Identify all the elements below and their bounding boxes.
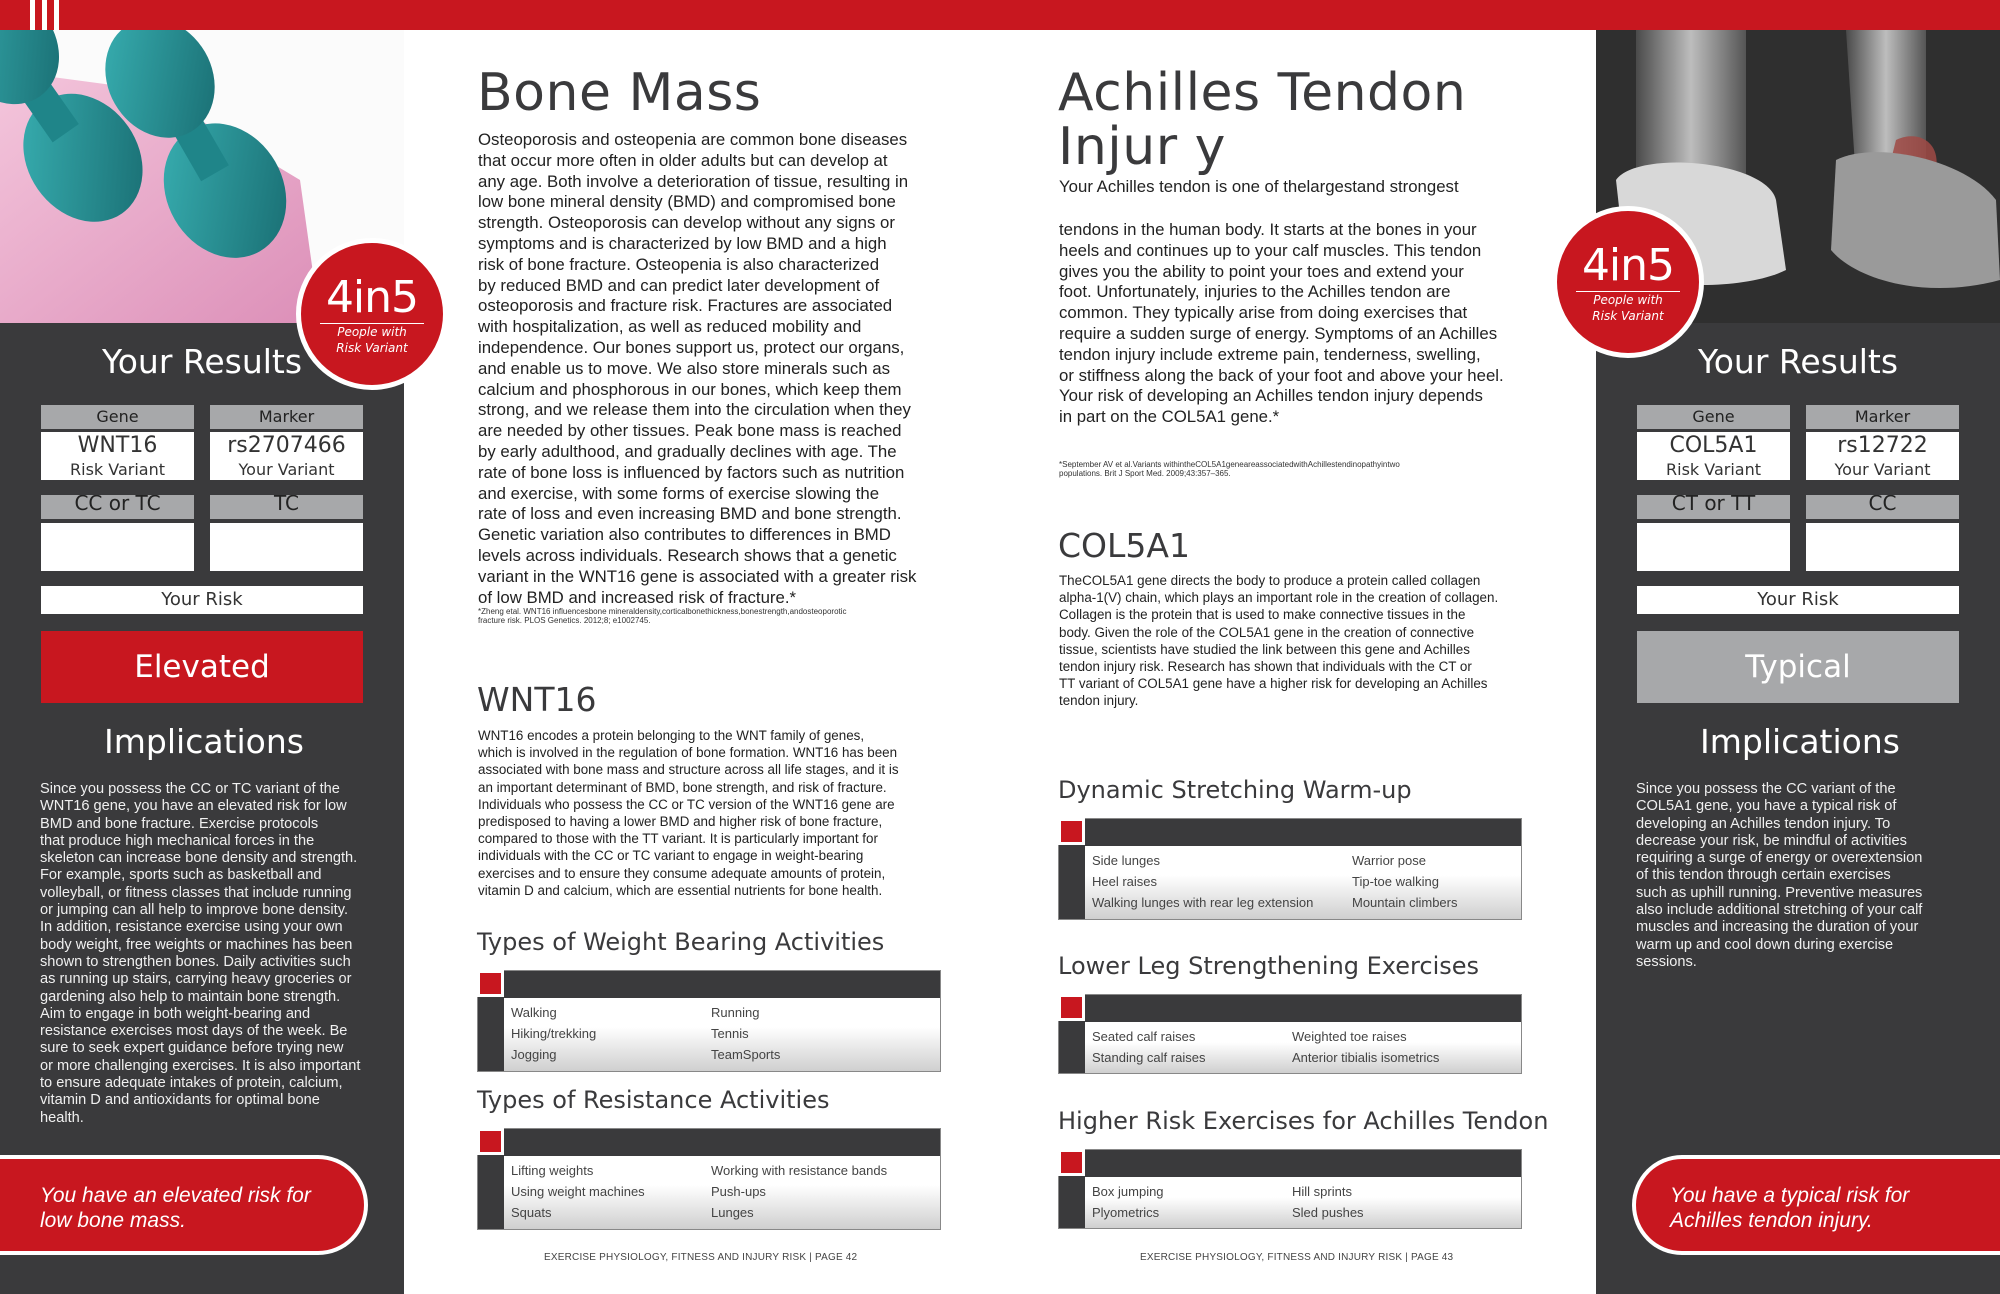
activity-item: Lifting weights — [511, 1163, 594, 1178]
activity-item: Box jumping — [1092, 1184, 1164, 1199]
right-risk-summary-pill — [1632, 1155, 2000, 1255]
text-line: as running up stairs, carrying heavy groceries or — [40, 971, 352, 988]
stat-caption-2: Risk Variant — [336, 341, 408, 355]
stat-caption-1: People with — [337, 325, 407, 339]
text-line: predisposed to having a lower BMD and higher risk of bone fracture, — [478, 814, 883, 830]
text-line: BMD and bone fracture. Exercise protocols — [40, 815, 319, 832]
page-footer-42: EXERCISE PHYSIOLOGY, FITNESS AND INJURY RISK | PAGE 42 — [544, 1252, 858, 1263]
text-line: Since you possess the CC or TC variant of the — [40, 781, 340, 797]
gene-header: Gene — [41, 405, 194, 429]
text-line: vitamin D and calcium, which are essential nutrients for bone health. — [478, 882, 883, 898]
citation-line: *September AV et al.Variants withintheCOL5A1geneareassociatedwithAchillestendinopathyintwo — [1059, 460, 1400, 469]
gene-value: COL5A1 — [1669, 433, 1758, 458]
text-line: COL5A1 gene, you have a typical risk of — [1636, 798, 1897, 815]
text-line: common. They typically arise from doing exercises that — [1059, 303, 1468, 323]
bone-mass-intro — [478, 130, 938, 608]
text-line: For example, sports such as basketball and — [40, 867, 322, 884]
bone-mass-citation — [478, 607, 938, 625]
text-line: individuals with the CC or TC variant to engage in weight-bearing — [478, 848, 864, 864]
text-line: Individuals who possess the CC or TC version of the WNT16 gene are — [478, 796, 895, 812]
text-line: of low BMD and increased risk of fracture.* — [478, 587, 797, 607]
right-results-title: Your Results — [1697, 342, 1899, 381]
text-line: body weight, free weights or machines has been — [40, 936, 353, 953]
text-line: by reduced BMD and can predict later development of — [478, 275, 880, 295]
citation-line: *Zheng etal. WNT16 influencesbone mineraldensity,corticalbonethickness,bonestrength,andosteoporotic — [478, 607, 847, 616]
text-line: requiring a surge of energy or overextension — [1636, 850, 1923, 867]
gene-label: Risk Variant — [1666, 460, 1761, 479]
wnt16-text — [478, 727, 948, 899]
text-line: an important determinant of BMD, bone strength, and risk of fracture. — [478, 779, 887, 795]
citation-line: populations. Brit J Sport Med. 2009;43:357–365. — [1059, 469, 1231, 478]
text-line: decrease your risk, be mindful of activities — [1636, 832, 1907, 849]
citation-line: fracture risk. PLOS Genetics. 2012;8; e1002745. — [478, 616, 651, 625]
text-line: sure to seek expert guidance before trying new — [40, 1040, 344, 1057]
text-line: tendon injury. — [1059, 693, 1139, 709]
text-line: Since you possess the CC variant of the — [1636, 781, 1896, 797]
text-line: such as uphill running. Preventive measures — [1636, 884, 1923, 901]
gene-value: WNT16 — [77, 433, 158, 458]
text-line: warm up and cool down during exercise — [1636, 936, 1894, 953]
dynamic-stretching-title: Dynamic Stretching Warm-up — [1058, 776, 1412, 804]
text-line: skeleton can increase bone density and strength. — [40, 850, 358, 867]
text-line: require a sudden surge of energy. Symptoms of an Achilles — [1059, 323, 1498, 343]
text-line: tendon injury risk. Research has shown that individuals with the CT or — [1059, 659, 1472, 675]
activity-item: Tip-toe walking — [1352, 874, 1439, 889]
text-line: vitamin D and antioxidants for optimal bone — [40, 1092, 320, 1109]
activity-item: Anterior tibialis isometrics — [1292, 1050, 1440, 1065]
text-line: TT variant of COL5A1 gene have a higher risk for developing an Achilles — [1059, 676, 1488, 692]
bone-mass-title: Bone Mass — [477, 63, 762, 123]
text-line: sessions. — [1636, 953, 1697, 970]
text-line: shown to strengthen bones. Daily activities such — [40, 953, 351, 970]
text-line: strong, and we release them into the circulation when they — [478, 400, 911, 420]
marker-header: Marker — [210, 405, 363, 429]
text-line: associated with bone mass and structure across all life stages, and it is — [478, 762, 899, 778]
text-line: compared to those with the TT variant. It is particularly important for — [478, 831, 878, 847]
right-implications-title: Implications — [1700, 722, 1900, 761]
activity-item: Squats — [511, 1205, 552, 1220]
activity-item: Mountain climbers — [1352, 895, 1458, 910]
text-line: that occur more often in older adults but can develop at — [478, 150, 888, 170]
risk-level-elevated: Elevated — [41, 631, 363, 703]
dynamic-stretching-table — [1058, 818, 1522, 920]
right-stat-badge — [1552, 206, 1704, 358]
page-footer-43: EXERCISE PHYSIOLOGY, FITNESS AND INJURY RISK | PAGE 43 — [1140, 1252, 1454, 1263]
empty-box — [1806, 523, 1959, 571]
marker-label: Your Variant — [1834, 460, 1931, 479]
activity-item: Lunges — [711, 1205, 754, 1220]
text-line: variant in the WNT16 gene is associated with a greater risk — [478, 566, 917, 586]
text-line: or jumping can all help to improve bone density. — [40, 902, 348, 919]
activity-item: Working with resistance bands — [711, 1163, 888, 1178]
activity-item: Using weight machines — [511, 1184, 645, 1199]
text-line: volleyball, or fitness classes that include running — [40, 884, 352, 901]
text-line: tissue, scientists have studied the link between this gene and Achilles — [1059, 641, 1470, 657]
activity-item: Walking — [511, 1005, 557, 1020]
empty-box — [41, 523, 194, 571]
left-results-title: Your Results — [101, 342, 303, 381]
col5a1-title: COL5A1 — [1058, 526, 1190, 565]
achilles-title-line-1: Achilles Tendon — [1058, 63, 1467, 123]
left-risk-summary-pill — [0, 1155, 368, 1255]
right-implications-text — [1636, 781, 1976, 971]
text-line: or more challenging exercises. It is also important — [40, 1057, 361, 1074]
activity-item: Seated calf raises — [1092, 1029, 1196, 1044]
activity-item: Weighted toe raises — [1292, 1029, 1407, 1044]
text-line: WNT16 encodes a protein belonging to the WNT family of genes, — [478, 728, 865, 743]
activity-item: TeamSports — [711, 1047, 781, 1062]
resistance-title: Types of Resistance Activities — [477, 1086, 830, 1114]
risk-variant-value: CT or TT — [1637, 495, 1790, 519]
text-line: Collagen is the protein that is used to make connective tissues in the — [1059, 607, 1466, 623]
summary-line-2: Achilles tendon injury. — [1670, 1209, 1873, 1232]
wnt16-title: WNT16 — [477, 680, 597, 719]
activity-item: Standing calf raises — [1092, 1050, 1206, 1065]
empty-box — [210, 523, 363, 571]
text-line: gives you the ability to point your toes and extend your — [1059, 261, 1464, 281]
stat-caption-2: Risk Variant — [1592, 309, 1664, 323]
activity-item: Hill sprints — [1292, 1184, 1352, 1199]
activity-item: Sled pushes — [1292, 1205, 1364, 1220]
activity-item: Heel raises — [1092, 874, 1158, 889]
summary-line-1: You have a typical risk for — [1670, 1184, 1910, 1207]
marker-header: Marker — [1806, 405, 1959, 429]
text-line: low bone mineral density (BMD) and compromised bone — [478, 192, 896, 212]
text-line: Genetic variation also contributes to differences in BMD — [478, 525, 891, 545]
text-line: which is involved in the regulation of bone formation. WNT16 has been — [478, 745, 898, 761]
your-variant-value: TC — [210, 495, 363, 519]
achilles-intro-first: Your Achilles tendon is one of thelargestand strongest — [1059, 177, 1459, 196]
text-line: symptoms and is characterized by low BMD and a high — [478, 233, 887, 253]
top-bar — [0, 0, 2000, 30]
text-line: or stiffness along the back of your foot and above your heel. — [1059, 365, 1504, 385]
achilles-citation — [1059, 460, 1529, 478]
text-line: osteoporosis and fracture risk. Fractures are associated — [478, 296, 893, 316]
achilles-title-line-2: Injur y — [1058, 117, 1226, 177]
text-line: foot. Unfortunately, injuries to the Achilles tendon are — [1059, 282, 1451, 302]
text-line: risk of bone fracture. Osteopenia is also characterized — [478, 254, 880, 274]
lower-leg-table — [1058, 994, 1522, 1074]
stat-number: 4in5 — [325, 272, 419, 323]
col5a1-text — [1059, 572, 1539, 710]
weight-bearing-title: Types of Weight Bearing Activities — [477, 928, 885, 956]
summary-line-1: You have an elevated risk for — [40, 1184, 311, 1207]
text-line: alpha-1(V) chain, which plays an important role in the creation of collagen. — [1059, 590, 1499, 606]
text-line: muscles and increasing the duration of your — [1636, 919, 1919, 936]
text-line: Aim to engage in both weight-bearing and — [40, 1005, 311, 1022]
left-implications-text — [40, 781, 380, 1127]
gene-label: Risk Variant — [70, 460, 165, 479]
text-line: also include additional stretching of your calf — [1636, 902, 1923, 919]
text-line: WNT16 gene, you have an elevated risk for low — [40, 798, 347, 815]
text-line: rate of loss and even increasing BMD and bone strength. — [478, 504, 902, 524]
text-line: that produce high mechanical forces in the — [40, 832, 315, 849]
text-line: Osteoporosis and osteopenia are common bone diseases — [478, 130, 908, 149]
stat-caption-1: People with — [1593, 293, 1663, 307]
text-line: health. — [40, 1109, 84, 1126]
text-line: rate of bone loss is influenced by factors such as nutrition — [478, 462, 905, 482]
activity-item: Hiking/trekking — [511, 1026, 597, 1041]
your-variant-value: CC — [1806, 495, 1959, 519]
your-risk-label: Your Risk — [41, 586, 363, 614]
lower-leg-title: Lower Leg Strengthening Exercises — [1058, 952, 1480, 980]
text-line: tendon injury include extreme pain, tenderness, swelling, — [1059, 344, 1481, 364]
activity-item: Jogging — [511, 1047, 557, 1062]
risk-variant-value: CC or TC — [41, 495, 194, 519]
text-line: levels across individuals. Research shows that a genetic — [478, 545, 897, 565]
text-line: independence. Our bones support us, protect our organs, — [478, 337, 905, 357]
top-bar-stripes — [0, 0, 64, 30]
marker-value-box — [1806, 432, 1959, 480]
text-line: and exercise, with some forms of exercise slowing the — [478, 483, 880, 503]
text-line: calcium and phosphorous in our bones, which keep them — [478, 379, 902, 399]
text-line: Your risk of developing an Achilles tendon injury depends — [1059, 386, 1483, 406]
your-risk-label: Your Risk — [1637, 586, 1959, 614]
empty-box — [1637, 523, 1790, 571]
activity-item: Running — [711, 1005, 760, 1020]
activity-item: Push-ups — [711, 1184, 766, 1199]
summary-line-2: low bone mass. — [40, 1209, 186, 1232]
weight-bearing-table — [477, 970, 941, 1072]
text-line: strength. Osteoporosis can develop without any signs or — [478, 213, 895, 233]
marker-value-box — [210, 432, 363, 480]
activity-item: Warrior pose — [1352, 853, 1426, 868]
text-line: gardening also help to maintain bone strength. — [40, 988, 341, 1005]
text-line: resistance exercises most days of the week. Be — [40, 1023, 348, 1040]
text-line: In addition, resistance exercise using your own — [40, 919, 343, 936]
risk-level-typical: Typical — [1637, 631, 1959, 703]
text-line: to ensure adequate intakes of protein, calcium, — [40, 1075, 343, 1092]
text-line: are needed by other tissues. Peak bone mass is reached — [478, 421, 902, 441]
marker-value: rs2707466 — [227, 433, 346, 458]
activity-item: Tennis — [711, 1026, 749, 1041]
text-line: body. Given the role of the COL5A1 gene in the creation of connective — [1059, 624, 1475, 640]
activity-item: Walking lunges with rear leg extension — [1092, 895, 1314, 910]
higher-risk-title: Higher Risk Exercises for Achilles Tendon — [1058, 1107, 1549, 1135]
text-line: exercises and to ensure they consume adequate amounts of protein, — [478, 865, 886, 881]
text-line: TheCOL5A1 gene directs the body to produce a protein called collagen — [1059, 573, 1481, 588]
resistance-table — [477, 1128, 941, 1230]
stat-number: 4in5 — [1581, 240, 1675, 291]
text-line: developing an Achilles tendon injury. To — [1636, 815, 1891, 832]
text-line: by early adulthood, and gradually declines with age. The — [478, 441, 897, 461]
text-line: and enable us to move. We also store minerals such as — [478, 358, 890, 378]
gene-header: Gene — [1637, 405, 1790, 429]
activity-item: Plyometrics — [1092, 1205, 1160, 1220]
text-line: with hospitalization, as well as reduced mobility and — [478, 317, 862, 337]
text-line: of this tendon through certain exercises — [1636, 867, 1891, 884]
marker-label: Your Variant — [238, 460, 335, 479]
gene-value-box — [41, 432, 194, 480]
text-line: in part on the COL5A1 gene.* — [1059, 407, 1280, 427]
higher-risk-table — [1058, 1149, 1522, 1229]
marker-value: rs12722 — [1837, 433, 1928, 458]
text-line: tendons in the human body. It starts at the bones in your — [1059, 220, 1477, 239]
text-line: heels and continues up to your calf muscles. This tendon — [1059, 240, 1482, 260]
gene-value-box — [1637, 432, 1790, 480]
achilles-intro — [1059, 220, 1539, 428]
text-line: any age. Both involve a deterioration of tissue, resulting in — [478, 171, 909, 191]
left-implications-title: Implications — [104, 722, 304, 761]
activity-item: Side lunges — [1092, 853, 1160, 868]
